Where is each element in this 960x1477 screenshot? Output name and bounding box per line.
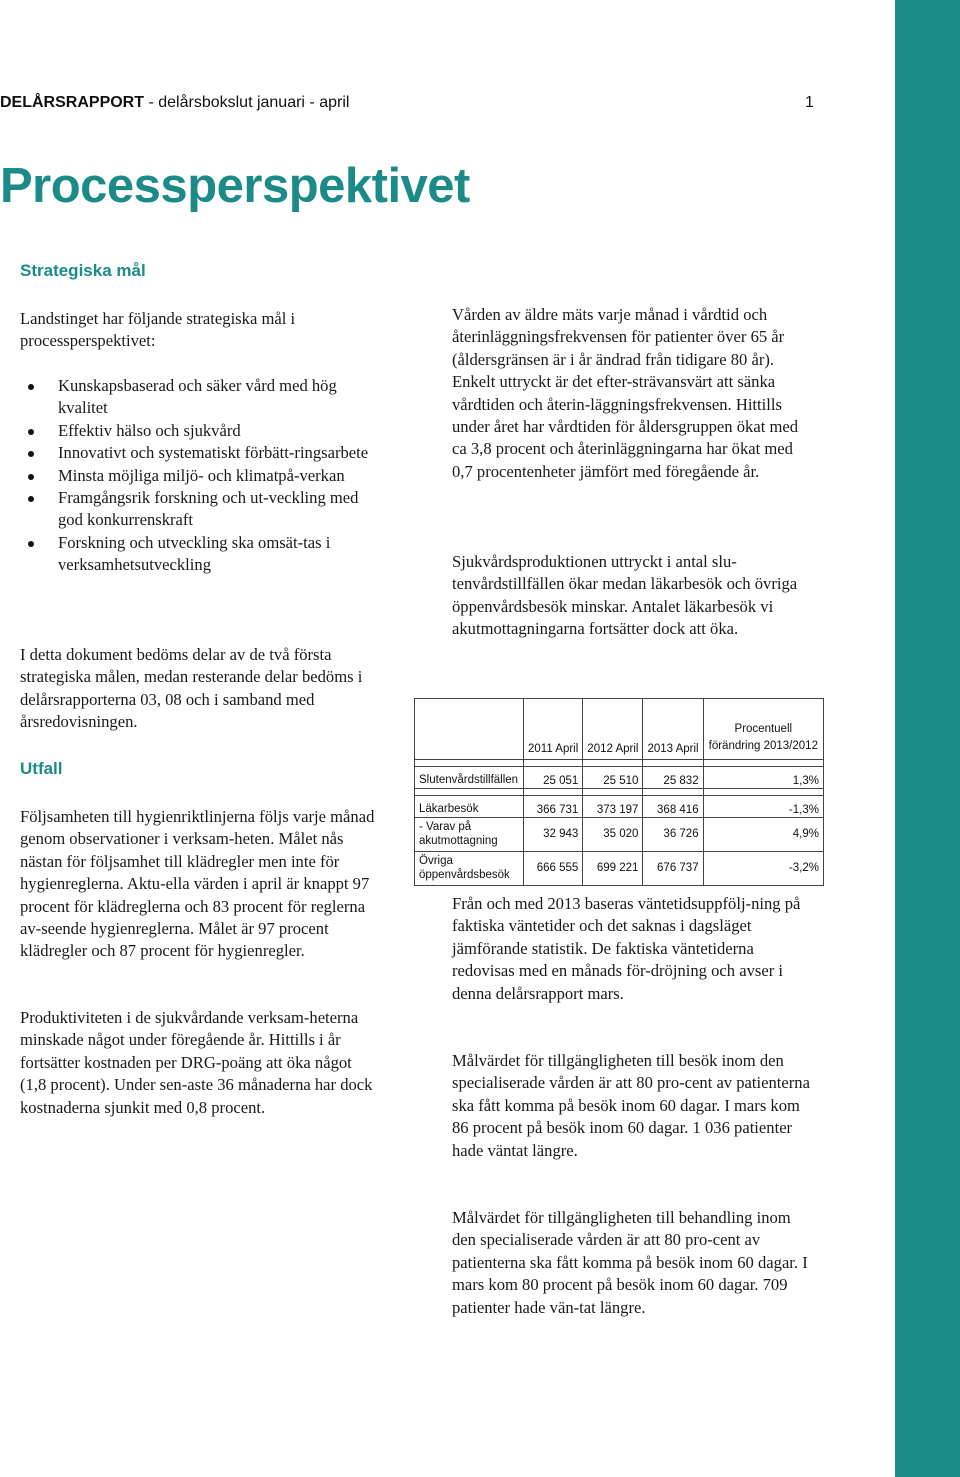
table-cell: 366 731 [524,796,583,818]
running-header [0,94,349,112]
table-row [415,818,824,852]
elderly-care-text: Vården av äldre mäts varje månad i vårdtid och återinläggningsfrekvensen för patienter över 65 år (åldersgränsen är i år ändrad från tidigare 80 år). Enkelt uttryckt är det efter-strävansvärt att sänka vårdtiden och återin-läggningsfrekvensen. Hittills under året har vårdtiden för åldersgruppen ökat med ca 3,8 procent och återinläggningarna har ökat med 0,7 procentenheter jämfört med föregående år. [452,305,799,481]
table-cell: -3,2% [703,852,823,886]
row-label: - Varav på akutmottagning [415,818,524,852]
goals-intro-text: Landstinget har följande strategiska mål i processperspektivet: [20,309,296,351]
visit-target-block [452,1050,812,1162]
column-header: 2011 April [524,699,583,760]
productivity-text: Produktiviteten i de sjukvårdande verksam-heterna minskade något under föregående år. Hittills i år fortsätter kostnaden per DRG-poäng att öka något (1,8 procent). Under sen-aste 36 månaderna har dock kostnaderna sjunkit med 0,8 procent. [20,1008,373,1117]
report-label: DELÅRSRAPPORT [0,94,145,111]
strategic-goals-heading: Strategiska mål [20,261,146,280]
table-row [415,767,824,789]
row-label: Slutenvårdstillfällen [415,767,524,789]
report-period: - delårsbokslut januari - april [144,94,350,111]
waiting-times-text: Från och med 2013 baseras väntetidsuppfölj-ning på faktiska väntetider och det saknas i dagsläget jämförande statistik. De faktiska väntetiderna redovisas med en månads för-dröjning och avser i denna delårsrapport mars. [452,894,801,1003]
table-cell: 699 221 [583,852,643,886]
goals-intro [20,308,380,353]
table-cell: 4,9% [703,818,823,852]
production-table [414,698,824,886]
table-cell: 676 737 [643,852,703,886]
goals-list [20,375,380,577]
table-cell: -1,3% [703,796,823,818]
table-stub-header [415,699,524,760]
table-row [415,796,824,818]
hygiene-text: Följsamheten till hygienriktlinjerna följs varje månad genom observationer i verksam-heten. Målet nås nästan för följsamhet till klädregler men inte för hygienreglerna. Aktu-ella värden i april är knappt 97 procent för klädreglerna och 83 procent för reglerna av-seende hygienreglerna. Målet är 97 procent klädregler och 87 procent för hygienregler. [20,807,375,961]
table-cell: 25 051 [524,767,583,789]
outcome-heading: Utfall [20,759,63,778]
goal-item: Kunskapsbaserad och säker vård med hög kvalitet [20,375,380,420]
goal-item: Effektiv hälso och sjukvård [20,420,380,442]
table-spacer-row [415,789,824,796]
column-header: 2012 April [583,699,643,760]
table-header-row [415,699,824,760]
visit-target-text: Målvärdet för tillgängligheten till besök inom den specialiserade vården är att 80 pro-cent av patienterna ska fått komma på besök inom 60 dagar. I mars kom 86 procent på besök inom 60 dagar. 1 036 patienter hade väntat längre. [452,1051,810,1160]
waiting-times-block [452,893,812,1005]
table-spacer-row [415,760,824,767]
assessment-text: I detta dokument bedöms delar av de två första strategiska målen, medan resterande delar bedöms i delårsrapporterna 03, 08 och i samband med årsredovisningen. [20,645,363,732]
page-number: 1 [805,94,814,111]
goal-item: Innovativt och systematiskt förbätt-ringsarbete [20,442,380,464]
goals-list-wrap [20,375,380,577]
table-cell: 666 555 [524,852,583,886]
table-cell: 1,3% [703,767,823,789]
column-header: Procentuell förändring 2013/2012 [703,699,823,760]
row-label: Läkarbesök [415,796,524,818]
table-cell: 368 416 [643,796,703,818]
production-text: Sjukvårdsproduktionen uttryckt i antal slu-tenvårdstillfällen ökar medan läkarbesök och övriga öppenvårdsbesök minskar. Antalet läkarbesök vi akutmottagningarna fortsätter dock att öka. [452,552,798,639]
treatment-target-text: Målvärdet för tillgängligheten till behandling inom den specialiserade vården är att 80 pro-cent av patienterna ska fått komma på besök inom 60 dagar. I mars kom 80 procent på besök inom 60 dagar. 709 patienter hade vän-tat längre. [452,1208,808,1317]
goal-item: Minsta möjliga miljö- och klimatpå-verkan [20,465,380,487]
row-label: Övriga öppenvårdsbesök [415,852,524,886]
goal-item: Framgångsrik forskning och ut-veckling med god konkurrenskraft [20,487,380,532]
goal-item: Forskning och utveckling ska omsät-tas i verksamhetsutveckling [20,532,380,577]
page-title: Processperspektivet [0,159,470,213]
production-block [452,551,812,641]
hygiene-block [20,806,380,963]
elderly-care-block [452,304,812,483]
table-cell: 32 943 [524,818,583,852]
assessment-block [20,644,380,734]
column-header: 2013 April [643,699,703,760]
table-cell: 35 020 [583,818,643,852]
side-accent-bar [895,0,960,1477]
table-cell: 25 832 [643,767,703,789]
treatment-target-block [452,1207,812,1319]
table-cell: 373 197 [583,796,643,818]
table-row [415,852,824,886]
table-cell: 25 510 [583,767,643,789]
productivity-block [20,1007,380,1119]
table-cell: 36 726 [643,818,703,852]
